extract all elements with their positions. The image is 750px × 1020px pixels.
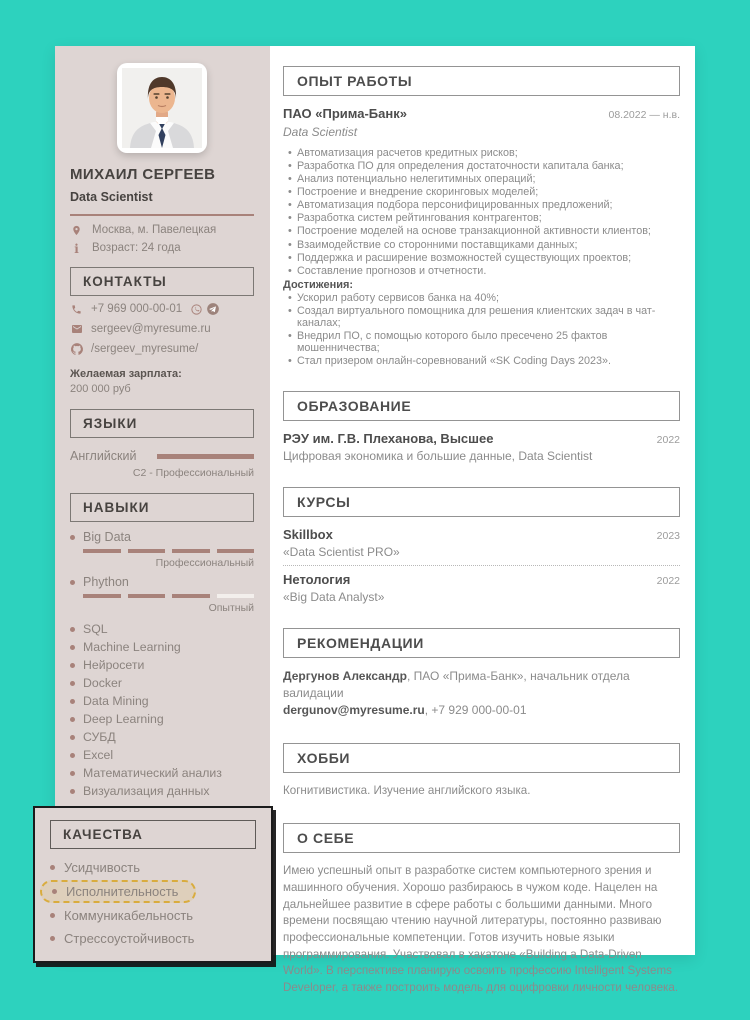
skill-item: Machine Learning bbox=[70, 641, 254, 654]
salary-block bbox=[70, 368, 254, 395]
skill-item: Excel bbox=[70, 749, 254, 762]
bullet-dot bbox=[70, 717, 75, 722]
skill-name: Phython bbox=[83, 575, 129, 589]
bullet-dot bbox=[70, 681, 75, 686]
bullet-dot bbox=[50, 913, 55, 918]
achievement-item: • Внедрил ПО, с помощью которого было пресечено 25 фактов мошенничества; bbox=[297, 330, 680, 354]
recommendations-section-header: РЕКОМЕНДАЦИИ bbox=[283, 628, 680, 658]
achievements-list bbox=[283, 292, 680, 367]
duty-item: • Построение моделей на основе транзакционной активности клиентов; bbox=[297, 225, 680, 237]
person-role: Data Scientist bbox=[70, 190, 153, 204]
bullet-dot bbox=[70, 627, 75, 632]
github-row[interactable] bbox=[70, 342, 254, 356]
achievement-item: • Создал виртуального помощника для решения клиентских задач в чат-каналах; bbox=[297, 305, 680, 329]
course-row bbox=[283, 527, 680, 542]
skill-level-label: Профессиональный bbox=[155, 557, 254, 569]
duty-item: • Поддержка и расширение возможностей существующих проектов; bbox=[297, 252, 680, 264]
referee-name: Дергунов Александр bbox=[283, 669, 408, 684]
course-year: 2023 bbox=[656, 530, 680, 543]
location-row bbox=[70, 224, 254, 237]
hobbies-section-header: ХОББИ bbox=[283, 743, 680, 773]
quality-item: Стрессоустойчивость bbox=[50, 931, 256, 946]
hobbies-text: Когнитивистика. Изучение английского языка. bbox=[283, 783, 531, 797]
language-name: Английский bbox=[70, 449, 137, 463]
skill-item: Deep Learning bbox=[70, 713, 254, 726]
education-details: Цифровая экономика и большие данные, Data Scientist bbox=[283, 449, 593, 464]
skills-section-header: НАВЫКИ bbox=[70, 493, 254, 522]
referee-email[interactable]: dergunov@myresume.ru bbox=[283, 702, 425, 717]
skill-item: Нейросети bbox=[70, 659, 254, 672]
skill-item: SQL bbox=[70, 623, 254, 636]
skill-level-bars bbox=[70, 549, 254, 553]
salary-label: Желаемая зарплата: bbox=[70, 368, 182, 380]
duty-item: • Автоматизация подбора персонифицированных предложений; bbox=[297, 199, 680, 211]
quality-item: Коммуникабельность bbox=[50, 908, 256, 923]
phone-row[interactable] bbox=[70, 302, 254, 316]
education-row bbox=[283, 431, 680, 446]
recommendation-text bbox=[283, 668, 680, 718]
bullet-dot bbox=[70, 735, 75, 740]
email-text: sergeev@myresume.ru bbox=[91, 323, 211, 335]
duty-item: • Составление прогнозов и отчетности. bbox=[297, 265, 680, 277]
phone-icon bbox=[70, 304, 83, 315]
achievements-label: Достижения: bbox=[283, 278, 354, 291]
language-level-bar bbox=[157, 454, 254, 459]
email-row[interactable] bbox=[70, 322, 254, 336]
skill-level-bars bbox=[70, 594, 254, 598]
profile-photo bbox=[117, 63, 207, 153]
course-title: «Data Scientist PRO» bbox=[283, 545, 400, 560]
courses-divider bbox=[283, 565, 680, 566]
education-section-header: ОБРАЗОВАНИЕ bbox=[283, 391, 680, 421]
skill-item: Визуализация данных bbox=[70, 785, 254, 798]
info-icon: i bbox=[74, 241, 79, 256]
duties-list bbox=[283, 147, 680, 277]
sidebar-divider bbox=[70, 214, 254, 216]
location-text: Москва, м. Павелецкая bbox=[92, 224, 217, 236]
course-title: «Big Data Analyst» bbox=[283, 590, 385, 605]
course-provider: Skillbox bbox=[283, 527, 333, 543]
skill-list bbox=[70, 623, 254, 798]
experience-company-row bbox=[283, 106, 680, 121]
age-row bbox=[70, 242, 254, 255]
age-text: Возраст: 24 года bbox=[92, 242, 181, 254]
about-text: Имею успешный опыт в разработке систем компьютерного зрения и машинного обучения. Хорошо разбираюсь в чужом коде. Нацелен на дальнейшее развитие в сфере работы с большими данными. Много времени посвящаю чтению научной литературы, постоянно развиваю профессиональные компетенции. Готов изучить новые языки программирования. Участвовал в хакатоне «Building a Data-Driven World». В перспективе планирую освоить профессию Intelligent Systems Developer, а также построить модель для оцифровки личности человека. bbox=[283, 864, 679, 995]
skill-level-label: Опытный bbox=[208, 602, 254, 614]
company-name: ПАО «Прима-Банк» bbox=[283, 106, 407, 121]
location-pin-icon bbox=[70, 225, 83, 236]
quality-item: Усидчивость bbox=[50, 860, 256, 875]
duty-item: • Автоматизация расчетов кредитных рисков; bbox=[297, 147, 680, 159]
skill-item: Data Mining bbox=[70, 695, 254, 708]
languages-section-header: ЯЗЫКИ bbox=[70, 409, 254, 438]
phone-number: +7 969 000-00-01 bbox=[91, 303, 183, 315]
education-year: 2022 bbox=[656, 434, 680, 447]
github-text: /sergeev_myresume/ bbox=[91, 343, 199, 355]
qualities-section-header: КАЧЕСТВА bbox=[50, 820, 256, 849]
quality-item-highlighted[interactable]: Исполнительность bbox=[40, 880, 196, 903]
bullet-dot bbox=[70, 535, 75, 540]
duty-item: • Взаимодействие со сторонними поставщиками данных; bbox=[297, 239, 680, 251]
education-school: РЭУ им. Г.В. Плеханова, Высшее bbox=[283, 431, 494, 447]
contacts-section-header: КОНТАКТЫ bbox=[70, 267, 254, 296]
about-section-header: О СЕБЕ bbox=[283, 823, 680, 853]
language-row bbox=[70, 449, 254, 463]
work-period: 08.2022 — н.в. bbox=[608, 109, 680, 121]
bullet-dot bbox=[50, 936, 55, 941]
experience-section-header: ОПЫТ РАБОТЫ bbox=[283, 66, 680, 96]
duty-item: • Разработка систем рейтингования контрагентов; bbox=[297, 212, 680, 224]
github-icon bbox=[70, 343, 83, 355]
duty-item: • Построение и внедрение скоринговых моделей; bbox=[297, 186, 680, 198]
bullet-dot bbox=[70, 771, 75, 776]
profile-photo-illustration bbox=[122, 68, 202, 148]
achievement-item: • Стал призером онлайн-соревнований «SK Coding Days 2023». bbox=[297, 355, 680, 367]
whatsapp-icon[interactable] bbox=[190, 303, 203, 316]
job-position: Data Scientist bbox=[283, 125, 358, 139]
bullet-dot bbox=[50, 865, 55, 870]
bullet-dot bbox=[70, 753, 75, 758]
rated-skill bbox=[70, 530, 254, 569]
bullet-dot bbox=[52, 889, 57, 894]
referee-details: , ПАО «Прима-Банк», начальник отдела валидации bbox=[283, 669, 630, 701]
email-icon bbox=[70, 323, 83, 335]
skill-item: СУБД bbox=[70, 731, 254, 744]
language-level-label: C2 - Профессиональный bbox=[132, 467, 254, 479]
skill-item: Математический анализ bbox=[70, 767, 254, 780]
bullet-dot bbox=[70, 699, 75, 704]
course-provider: Нетология bbox=[283, 572, 351, 588]
skill-name: Big Data bbox=[83, 530, 131, 544]
bullet-dot bbox=[70, 789, 75, 794]
skill-item: Docker bbox=[70, 677, 254, 690]
bullet-dot bbox=[70, 580, 75, 585]
duty-item: • Анализ потенциально нелегитимных операций; bbox=[297, 173, 680, 185]
person-name: МИХАИЛ СЕРГЕЕВ bbox=[70, 166, 216, 183]
messenger-icons bbox=[190, 302, 220, 316]
salary-value: 200 000 руб bbox=[70, 383, 131, 395]
bullet-dot bbox=[70, 645, 75, 650]
qualities-popout bbox=[33, 806, 273, 963]
referee-phone: , +7 929 000-00-01 bbox=[424, 702, 527, 717]
course-year: 2022 bbox=[656, 575, 680, 588]
course-row bbox=[283, 572, 680, 587]
resume-main bbox=[270, 46, 695, 995]
telegram-icon[interactable] bbox=[206, 302, 220, 316]
bullet-dot bbox=[70, 663, 75, 668]
courses-section-header: КУРСЫ bbox=[283, 487, 680, 517]
achievement-item: • Ускорил работу сервисов банка на 40%; bbox=[297, 292, 680, 304]
duty-item: • Разработка ПО для определения достаточности капитала банка; bbox=[297, 160, 680, 172]
rated-skill bbox=[70, 575, 254, 614]
